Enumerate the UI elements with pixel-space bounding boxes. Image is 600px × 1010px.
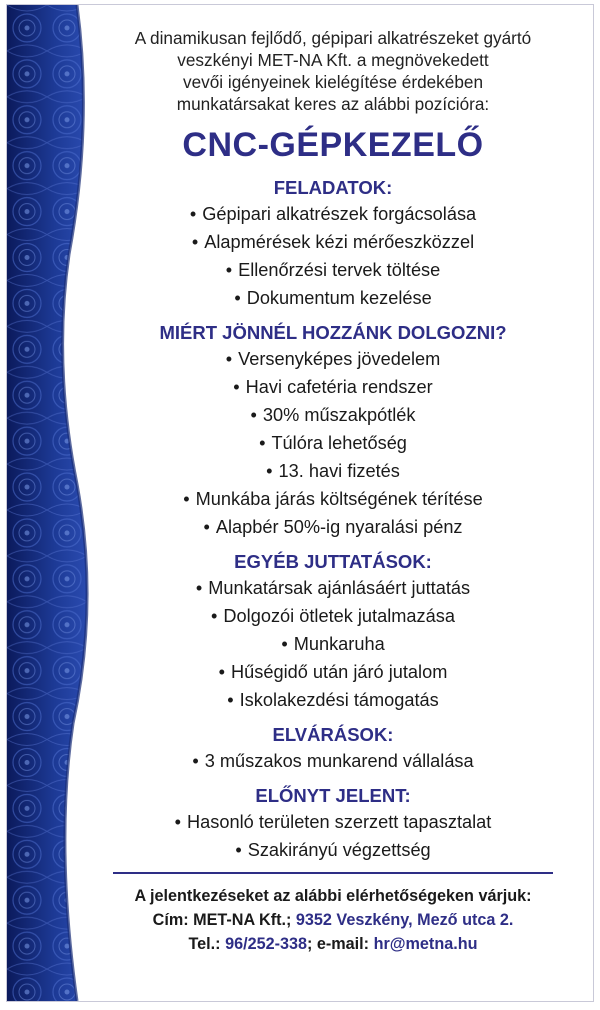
- bullet-icon: •: [225, 260, 233, 280]
- list-item-text: Munkába járás költségének térítése: [195, 489, 483, 509]
- section-heading: MIÉRT JÖNNÉL HOZZÁNK DOLGOZNI?: [159, 322, 507, 343]
- section-list: [79, 808, 587, 864]
- contact-block: [79, 884, 587, 956]
- divider: [113, 872, 553, 874]
- bullet-icon: •: [192, 751, 199, 771]
- bullet-icon: •: [174, 812, 182, 832]
- list-item-text: Túlóra lehetőség: [271, 433, 407, 453]
- list-item-text: 13. havi fizetés: [278, 461, 400, 481]
- list-item-text: Munkatársak ajánlásáért juttatás: [208, 578, 471, 598]
- intro-line: vevői igényeinek kielégítése érdekében: [182, 72, 484, 92]
- contact-phone-line: [79, 932, 587, 956]
- list-item-text: Hasonló területen szerzett tapasztalat: [187, 812, 492, 832]
- section-list: [79, 747, 587, 775]
- bullet-icon: •: [211, 606, 218, 626]
- list-item: [79, 228, 587, 256]
- bullet-icon: •: [225, 349, 233, 369]
- list-item: [79, 284, 587, 312]
- list-item: [79, 686, 587, 714]
- bullet-icon: •: [259, 433, 266, 453]
- section-list: [79, 574, 587, 714]
- list-item: [79, 630, 587, 658]
- ad-content: [79, 5, 587, 1001]
- bullet-icon: •: [183, 489, 190, 509]
- list-item-text: Ellenőrzési tervek töltése: [238, 260, 441, 280]
- bullet-icon: •: [203, 517, 210, 537]
- bullet-icon: •: [191, 232, 199, 252]
- intro-line: munkatársakat keres az alábbi pozícióra:: [176, 94, 490, 114]
- bullet-icon: •: [218, 662, 225, 682]
- bullet-icon: •: [235, 840, 242, 860]
- list-item: [79, 747, 587, 775]
- list-item-text: Dolgozói ötletek jutalmazása: [223, 606, 455, 626]
- bullet-icon: •: [234, 288, 241, 308]
- list-item: [79, 513, 587, 541]
- address-value: 9352 Veszkény, Mező utca 2.: [295, 911, 514, 929]
- phone-label: Tel.:: [188, 935, 221, 953]
- bullet-icon: •: [233, 377, 240, 397]
- list-item-text: Munkaruha: [293, 634, 385, 654]
- bullet-icon: •: [189, 204, 197, 224]
- bullet-icon: •: [195, 578, 203, 598]
- list-item: [79, 373, 587, 401]
- bullet-icon: •: [227, 690, 234, 710]
- list-item-text: Dokumentum kezelése: [246, 288, 432, 308]
- list-item: [79, 429, 587, 457]
- bullet-icon: •: [281, 634, 288, 654]
- sections: [79, 176, 587, 864]
- list-item-text: Hűségidő után járó jutalom: [231, 662, 448, 682]
- intro-text: [79, 27, 587, 115]
- email-label: ; e-mail:: [306, 935, 370, 953]
- contact-address-line: [79, 908, 587, 932]
- list-item-text: Alapmérések kézi mérőeszközzel: [204, 232, 475, 252]
- list-item-text: Gépipari alkatrészek forgácsolása: [202, 204, 477, 224]
- list-item: [79, 836, 587, 864]
- list-item: [79, 574, 587, 602]
- list-item: [79, 808, 587, 836]
- section-list: [79, 345, 587, 541]
- job-title: CNC-GÉPKEZELŐ: [182, 126, 484, 164]
- phone-value[interactable]: 96/252-338: [225, 935, 307, 953]
- list-item: [79, 457, 587, 485]
- list-item: [79, 401, 587, 429]
- section-heading: EGYÉB JUTTATÁSOK:: [234, 551, 432, 572]
- list-item: [79, 602, 587, 630]
- bullet-icon: •: [250, 405, 257, 425]
- list-item-text: Szakirányú végzettség: [247, 840, 431, 860]
- list-item: [79, 485, 587, 513]
- list-item: [79, 200, 587, 228]
- list-item: [79, 658, 587, 686]
- list-item-text: Havi cafetéria rendszer: [245, 377, 433, 397]
- address-label: Cím: MET-NA Kft.;: [152, 911, 292, 929]
- intro-line: A dinamikusan fejlődő, gépipari alkatrészeket gyártó: [134, 28, 532, 48]
- bullet-icon: •: [266, 461, 273, 481]
- list-item-text: 30% műszakpótlék: [262, 405, 416, 425]
- section-heading: FELADATOK:: [273, 177, 393, 198]
- section-list: [79, 200, 587, 312]
- section-heading: ELVÁRÁSOK:: [272, 724, 394, 745]
- section-heading: ELŐNYT JELENT:: [255, 785, 411, 806]
- list-item-text: 3 műszakos munkarend vállalása: [204, 751, 474, 771]
- contact-intro: A jelentkezéseket az alábbi elérhetőségeken várjuk:: [134, 887, 532, 905]
- list-item: [79, 345, 587, 373]
- list-item: [79, 256, 587, 284]
- email-link[interactable]: hr@metna.hu: [373, 935, 478, 953]
- intro-line: veszkényi MET-NA Kft. a megnövekedett: [177, 50, 489, 70]
- list-item-text: Alapbér 50%-ig nyaralási pénz: [215, 517, 463, 537]
- list-item-text: Iskolakezdési támogatás: [239, 690, 439, 710]
- job-ad-frame: [6, 4, 594, 1002]
- list-item-text: Versenyképes jövedelem: [238, 349, 441, 369]
